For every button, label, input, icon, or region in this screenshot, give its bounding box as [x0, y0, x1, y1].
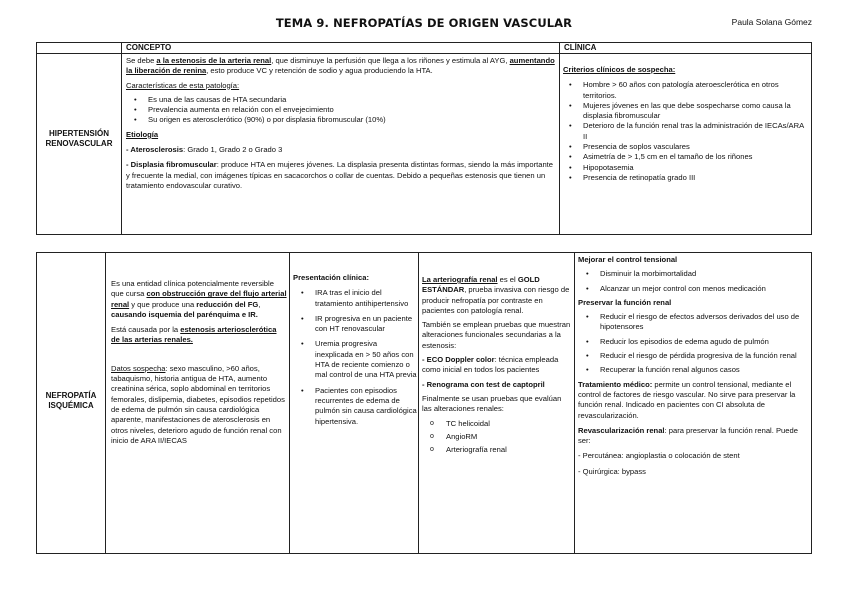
revascularizacion-percutanea: - Percutánea: angioplastia o colocación de stent [578, 451, 740, 461]
header-clinica: CLÍNICA [564, 43, 597, 52]
text-run-bold: - Displasia fibromuscular [126, 160, 217, 170]
treatment-heading-preservar: Preservar la función renal [578, 297, 672, 307]
list-item: • Reducir los episodios de edema agudo de pulmón [578, 337, 810, 347]
row-label-hipertension [37, 129, 121, 149]
header-concepto: CONCEPTO [126, 43, 172, 52]
list-item: • Es una de las causas de HTA secundaria [126, 95, 556, 105]
list-item: • Uremia progresiva inexplicada en > 50 años con HTA de reciente comienzo o mal control de una HTA previa [293, 339, 417, 380]
diagnosis-renograma: - Renograma con test de captopril [422, 379, 545, 389]
description-causa [111, 325, 287, 346]
datos-sospecha [111, 364, 287, 446]
presentacion-list [293, 288, 417, 427]
text-run-bold: Tratamiento médico: [578, 379, 653, 389]
document-author: Paula Solana Gómez [731, 17, 812, 27]
list-item: • IRA tras el inicio del tratamiento antihipertensivo [293, 288, 417, 309]
list-item: • Mujeres jóvenes en las que debe sospecharse como causa la displasia fibromuscular [563, 101, 809, 122]
text-run: es el [497, 275, 518, 284]
text-run-emphasis: a la estenosis de la arteria renal [156, 56, 272, 65]
text-run-bold: reducción del FG [196, 299, 259, 309]
column-divider [121, 43, 122, 234]
text-run: y que produce una [129, 299, 197, 309]
table-nefropatia-isquemica [36, 252, 812, 554]
text-run-bold: GOLD ESTÁNDAR [422, 275, 540, 295]
list-item: o Arteriografía renal [422, 445, 572, 455]
text-run: : para preservar la función renal. Puede ser: [578, 425, 798, 446]
row-label-line: ISQUÉMICA [48, 401, 94, 410]
list-item: • Reducir el riesgo de efectos adversos derivados del uso de hipotensores [578, 312, 810, 333]
list-item: • Asimetría de > 1,5 cm en el tamaño de los riñones [563, 152, 809, 162]
list-item: • Pacientes con episodios recurrentes de edema de pulmón sin causa cardiológica hipertensiva. [293, 386, 417, 427]
diagnosis-cell [422, 275, 572, 455]
criterios-list [563, 80, 809, 183]
list-item: • Reducir el riesgo de pérdida progresiva de la función renal [578, 351, 810, 361]
control-list [578, 269, 810, 294]
text-run-bold: - ECO Doppler color [422, 355, 495, 365]
list-item: • Presencia de retinopatía grado III [563, 173, 809, 183]
preservar-list [578, 312, 810, 375]
diagnosis-funcionales: También se emplean pruebas que muestran alteraciones funcionales secundarias a la estenosis: [422, 320, 571, 350]
treatment-heading-control: Mejorar el control tensional [578, 255, 678, 264]
diagnosis-finalmente: Finalmente se usan pruebas que evalúan las alteraciones renales: [422, 393, 562, 414]
list-item: • Alcanzar un mejor control con menos medicación [578, 284, 810, 294]
text-run-bold: causando isquemia del parénquima e IR. [111, 309, 258, 319]
text-run: , [258, 299, 261, 309]
list-item: • Deterioro de la función renal tras la administración de IECAs/ARA II [563, 121, 809, 142]
column-divider [105, 253, 106, 553]
text-run: : técnica empleada como inicial en todos los pacientes [422, 355, 559, 375]
table-hipertension-renovascular [36, 42, 812, 235]
etiologia-aterosclerosis [126, 145, 556, 155]
concept-intro [126, 56, 556, 77]
criterios-heading: Criterios clínicos de sospecha: [563, 65, 676, 74]
text-run: : Grado 1, Grado 2 o Grado 3 [183, 145, 283, 155]
text-run: : produce HTA en mujeres jóvenes. La displasia presenta distintas formas, siendo la más importante y frecuente la medial, con imágenes típicas en sacacorchos o collar de cuentas. Debido a pequeñas estenosis que tienen un tratamiento endovascular curativo. [126, 160, 553, 190]
list-item: o AngioRM [422, 432, 572, 442]
text-run-underline: Datos sospecha [111, 363, 166, 373]
text-run-bold: - Aterosclerosis [126, 145, 184, 155]
list-item: • Prevalencia aumenta en relación con el envejecimiento [126, 105, 556, 115]
list-item: • Disminuir la morbimortalidad [578, 269, 810, 279]
list-item: • Hipopotasemia [563, 163, 809, 173]
revascularizacion-quirurgica: - Quirúrgica: bypass [578, 466, 646, 476]
text-run: , que disminuye la perfusión que llega a los riñones y estimula al AYG, [271, 56, 510, 65]
list-item: • Su origen es aterosclerótico (90%) o por displasia fibromuscular (10%) [126, 115, 556, 125]
row-label-nefropatia [37, 391, 105, 411]
list-item: • Hombre > 60 años con patología ateroesclerótica en otros territorios. [563, 80, 809, 101]
text-run-emphasis: estenosis arteriosclerótica de las arterias renales. [111, 325, 277, 345]
revascularizacion [578, 426, 810, 447]
presentation-cell [293, 273, 417, 427]
list-item: • IR progresiva en un paciente con HT renovascular [293, 314, 417, 335]
column-divider [289, 253, 290, 553]
description-cell [111, 279, 287, 446]
text-run: , esto produce VC y retención de sodio y agua produciendo la HTA. [206, 66, 433, 76]
row-label-line: RENOVASCULAR [45, 139, 113, 148]
text-run: Es una entidad clínica potencialmente reversible que cursa [111, 279, 274, 299]
text-run: : sexo masculino, >60 años, tabaquismo, historia antigua de HTA, aumento creatinina sérica, soplo abdominal en territorios femorales, dislipemia, diabetes, episodios repetidos de edema de pulmón sin causa cardiológica aparente, manifestaciones de aterosclerosis en otros niveles, deterioro agudo de función renal con inicio de ARA II/IECAS [111, 363, 285, 445]
text-run: Se debe [126, 56, 157, 65]
etiologia-displasia [126, 160, 556, 191]
caracteristicas-list [126, 95, 556, 126]
text-run-bold: Revascularización renal [578, 425, 665, 435]
caracteristicas-heading: Características de esta patología: [126, 80, 240, 90]
column-divider [559, 43, 560, 234]
text-run-emphasis: aumentando la liberación de renina [126, 56, 555, 76]
list-item: • Presencia de soplos vasculares [563, 142, 809, 152]
text-run: Está causada por la [111, 325, 181, 335]
description-intro [111, 279, 287, 320]
column-divider [574, 253, 575, 553]
text-run: permite un control tensional, mediante el control de factores de riesgo vascular. No sirve para preservar la función renal. Indicado en pacientes con CI absoluta de revascularización. [578, 379, 796, 420]
text-run-emphasis: La arteriografía renal [422, 275, 498, 284]
text-run: , prueba invasiva con riesgo de producir nefropatía por contraste en pacientes con patología renal. [422, 285, 570, 315]
concept-cell [126, 56, 556, 191]
presentacion-heading: Presentación clínica: [293, 273, 369, 282]
document-title: TEMA 9. NEFROPATÍAS DE ORIGEN VASCULAR [275, 16, 573, 30]
list-item: o TC helicoidal [422, 419, 572, 429]
tests-list [422, 419, 572, 456]
row-label-line: NEFROPATÍA [45, 391, 97, 400]
row-label-line: HIPERTENSIÓN [48, 129, 109, 138]
column-divider [418, 253, 419, 553]
tratamiento-medico [578, 380, 810, 421]
text-run-emphasis: con obstrucción grave del flujo arterial renal [111, 289, 287, 309]
diagnosis-eco [422, 355, 572, 376]
clinic-cell [563, 65, 809, 183]
treatment-cell [578, 255, 810, 477]
etiologia-heading: Etiología [126, 129, 159, 139]
list-item: • Recuperar la función renal algunos casos [578, 365, 810, 375]
diagnosis-intro [422, 275, 572, 316]
